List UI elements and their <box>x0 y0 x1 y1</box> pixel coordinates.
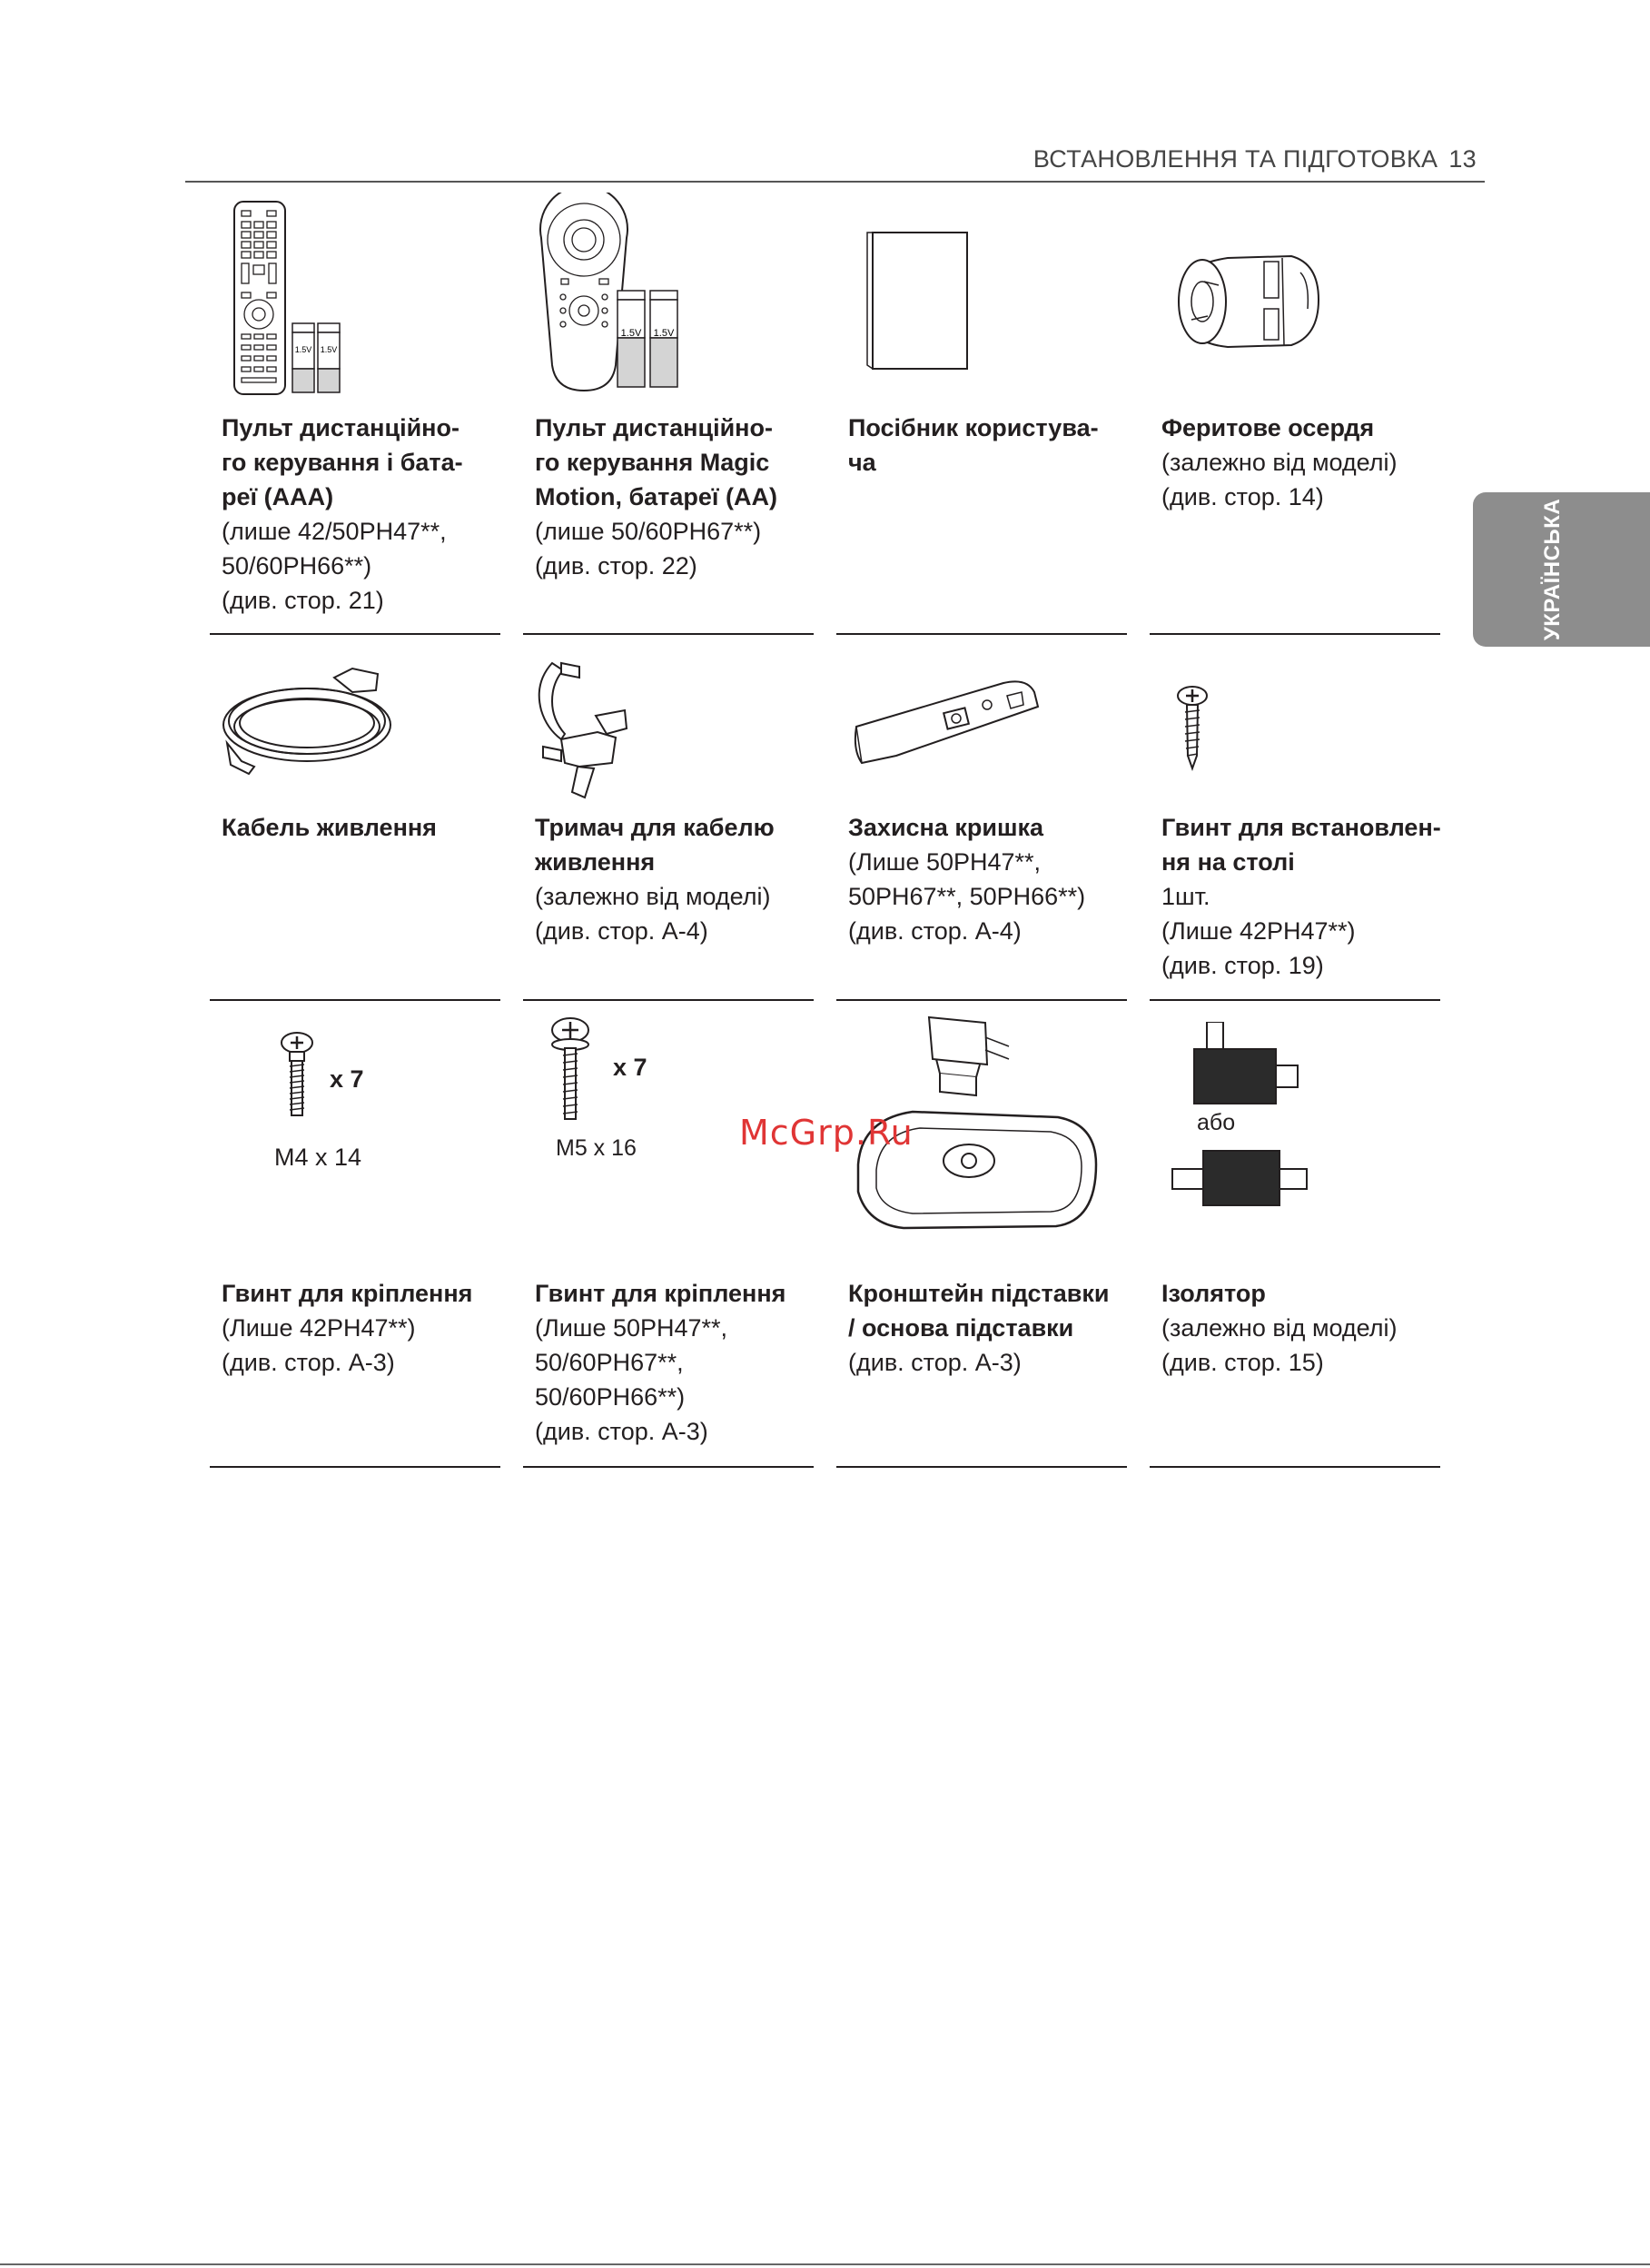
item-desc: (лише 50/60PH67**) (див. стор. 22) <box>535 518 762 579</box>
item-title: Феритове осердя <box>1161 414 1375 441</box>
row-divider <box>1150 633 1440 635</box>
item-screw-m5 <box>535 1276 827 1449</box>
isolator-or-label: або <box>1197 1110 1236 1135</box>
table-screw-icon <box>1170 683 1215 774</box>
item-desc: (лише 42/50PH47**, 50/60PH66**) (див. стор. 21) <box>222 518 447 614</box>
item-desc: (Лише 50PH47**, 50/60PH67**, 50/60PH66**) (див. стор. A-3) <box>535 1314 728 1445</box>
row-divider <box>210 999 500 1001</box>
row-divider <box>836 1466 1127 1468</box>
ferrite-core-icon <box>1164 245 1328 363</box>
screw-m5-quantity: x 7 <box>613 1054 647 1081</box>
item-desc: (див. стор. A-3) <box>848 1349 1022 1376</box>
item-title: Ізолятор <box>1161 1280 1266 1307</box>
row-divider <box>210 633 500 635</box>
screw-m5-icon <box>548 1017 593 1124</box>
item-desc: (Лише 42PH47**) (див. стор. A-3) <box>222 1314 416 1376</box>
row-divider <box>210 1466 500 1468</box>
item-power-cable <box>222 810 514 845</box>
battery-label: 1.5V <box>294 345 312 354</box>
item-magic-remote <box>535 411 827 583</box>
language-tab-label: УКРАЇНСЬКА <box>1540 498 1565 641</box>
item-remote-control <box>222 411 514 618</box>
item-title: Кабель живлення <box>222 814 437 841</box>
page-number: 13 <box>1448 145 1477 173</box>
item-title: Кронштейн підставки / основа підставки <box>848 1280 1110 1342</box>
screw-m4-size: M4 x 14 <box>274 1144 362 1171</box>
isolator-icon <box>1167 1022 1312 1213</box>
footer-divider <box>0 2263 1650 2265</box>
manual-icon <box>858 229 976 374</box>
screw-m5-size: M5 x 16 <box>556 1135 637 1161</box>
item-desc: (залежно від моделі) (див. стор. 15) <box>1161 1314 1398 1376</box>
page-header <box>0 145 1477 173</box>
header-divider <box>185 181 1485 183</box>
row-divider <box>1150 1466 1440 1468</box>
magic-remote-icon <box>525 193 697 397</box>
battery-label: 1.5V <box>320 345 338 354</box>
item-title: Гвинт для кріплення <box>222 1280 473 1307</box>
row-divider <box>1150 999 1440 1001</box>
item-ferrite-core <box>1161 411 1454 514</box>
battery-label: 1.5V <box>620 328 642 339</box>
item-isolator <box>1161 1276 1454 1380</box>
battery-label: 1.5V <box>653 328 675 339</box>
item-title: Пульт дистанційно- го керування і бата- реї (AAA) <box>222 414 463 510</box>
cable-holder-icon <box>525 656 652 801</box>
item-cable-holder <box>535 810 827 948</box>
protective-cover-icon <box>849 674 1049 774</box>
item-desc: (залежно від моделі) (див. стор. A-4) <box>535 883 771 945</box>
item-title: Тримач для кабелю живлення <box>535 814 775 876</box>
row-divider <box>523 633 814 635</box>
watermark: McGrp.Ru <box>739 1113 914 1153</box>
item-title: Посібник користува- ча <box>848 414 1099 476</box>
item-table-screw <box>1161 810 1454 983</box>
row-divider <box>836 999 1127 1001</box>
item-desc: (залежно від моделі) (див. стор. 14) <box>1161 449 1398 510</box>
screw-m4-quantity: x 7 <box>330 1065 364 1093</box>
item-desc: (Лише 50PH47**, 50PH67**, 50PH66**) (див. стор. A-4) <box>848 848 1086 945</box>
section-title: ВСТАНОВЛЕННЯ ТА ПІДГОТОВКА <box>1032 145 1438 173</box>
item-title: Гвинт для кріплення <box>535 1280 786 1307</box>
item-manual <box>848 411 1141 480</box>
row-divider <box>523 1466 814 1468</box>
item-protective-cover <box>848 810 1141 948</box>
power-cable-icon <box>216 661 398 779</box>
item-desc: 1шт. (Лише 42PH47**) (див. стор. 19) <box>1161 883 1356 979</box>
item-title: Захисна кришка <box>848 814 1044 841</box>
item-screw-m4 <box>222 1276 514 1380</box>
language-tab <box>1473 492 1650 647</box>
row-divider <box>523 999 814 1001</box>
item-title: Гвинт для встановлен- ня на столі <box>1161 814 1441 876</box>
item-stand <box>848 1276 1141 1380</box>
row-divider <box>836 633 1127 635</box>
screw-m4-icon <box>274 1032 320 1123</box>
remote-control-icon <box>227 198 354 398</box>
item-title: Пульт дистанційно- го керування Magic Motion, батареї (AA) <box>535 414 777 510</box>
